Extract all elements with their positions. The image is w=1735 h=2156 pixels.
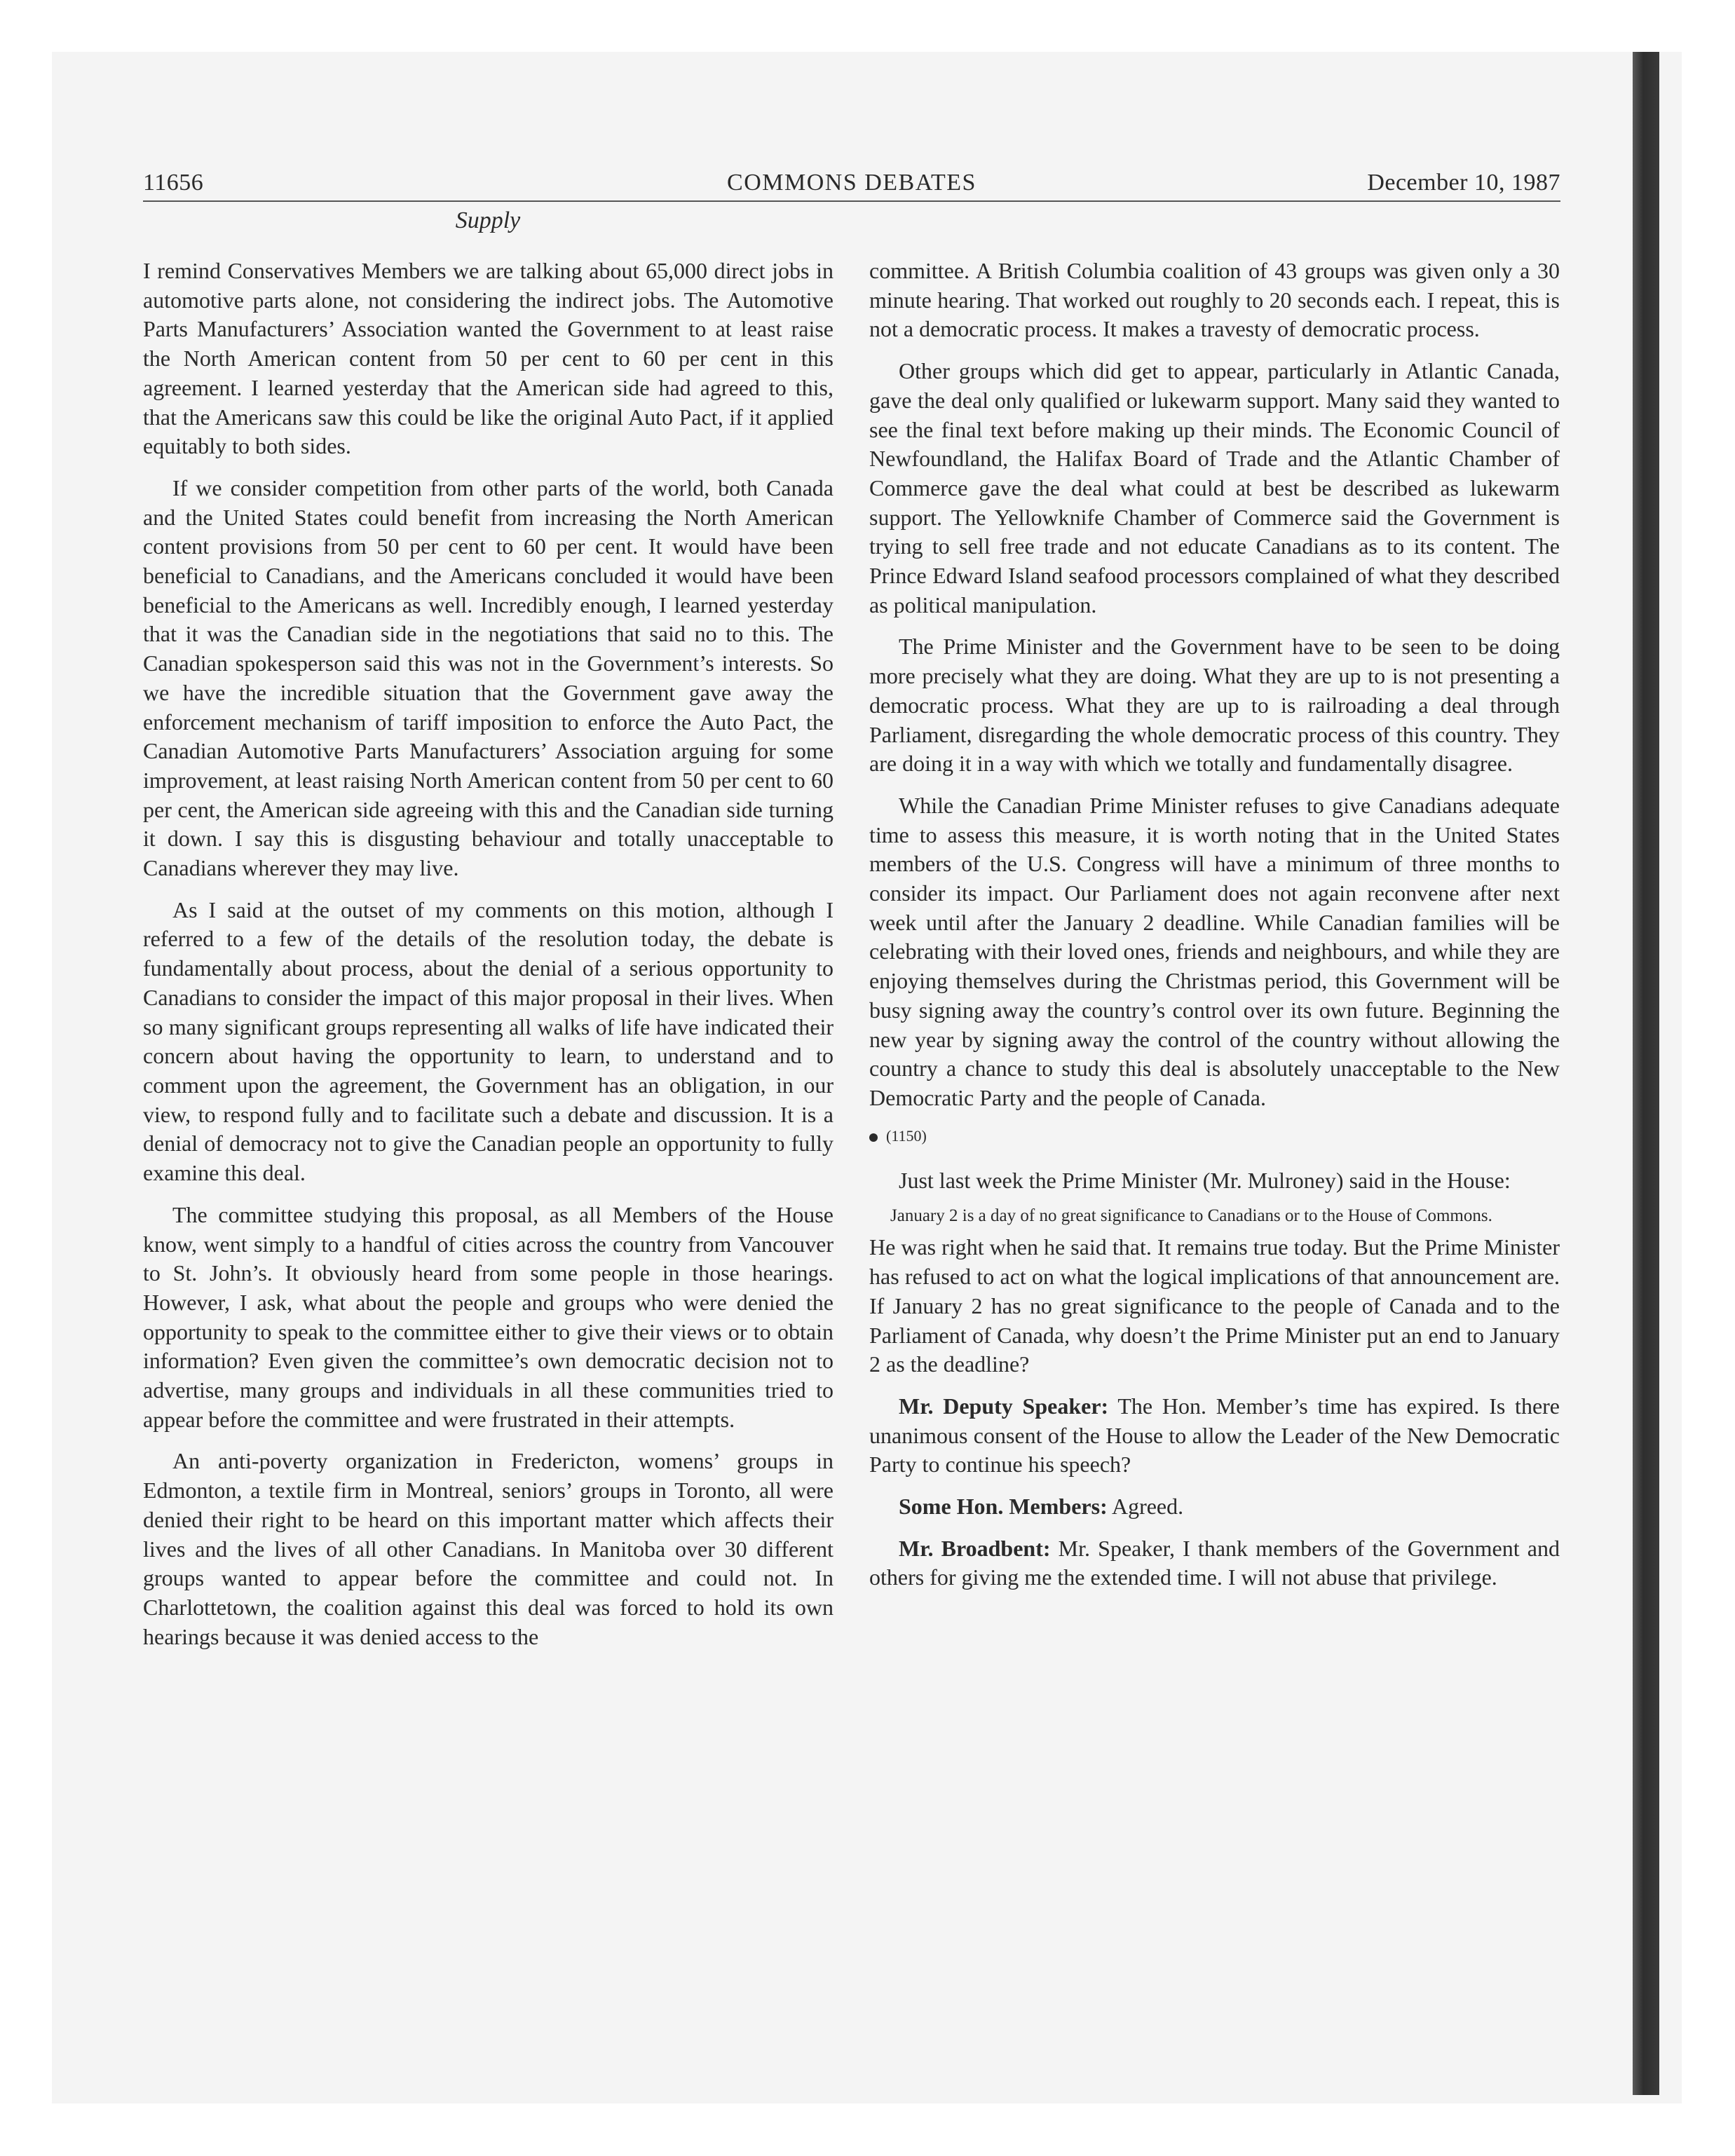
paragraph: Other groups which did get to appear, particularly in Atlantic Canada, gave the deal only qualified or lukewarm support. Many said they wanted to see the final text before making up their minds. The Economic Council of Newfoundland, the Halifax Board of Trade and the Atlantic Chamber of Commerce gave the deal what could at best be described as lukewarm support. The Yellowknife Chamber of Commerce said the Government is trying to sell free trade and not educate Canadians as to its content. The Prince Edward Island seafood processors complained of what they described as political manipulation.: [869, 358, 1560, 618]
paragraph: I remind Conservatives Members we are talking about 65,000 direct jobs in automotive parts alone, not considering the indirect jobs. The Automotive Parts Manufacturers’ Association wanted the Government to at least raise the North American content from 50 per cent to 60 per cent in this agreement. I learned yesterday that the American side had agreed to this, that the Americans saw this could be like the original Auto Pact, if it applied equitably to both sides.: [143, 258, 834, 459]
speaker-name: Mr. Deputy Speaker:: [899, 1393, 1109, 1419]
speech-members: [869, 1492, 1560, 1522]
speech-text: Mr. Speaker, I thank members of the Government and others for giving me the extended time. I will not abuse that privilege.: [869, 1535, 1560, 1590]
speaker-name: Some Hon. Members:: [899, 1494, 1108, 1520]
publication-title: COMMONS DEBATES: [727, 170, 977, 196]
section-title: Supply: [455, 207, 521, 233]
time-marker-text: (1150): [886, 1126, 927, 1145]
scan-binding-edge: [1633, 52, 1659, 2095]
paragraph: He was right when he said that. It remains true today. But the Prime Minister has refused to act on what the logical implications of that announcement are. If January 2 has no great significance to the people of Canada and to the Parliament of Canada, why doesn’t the Prime Minister put an end to January 2 as the deadline?: [869, 1234, 1560, 1377]
time-marker: [869, 1126, 1560, 1147]
right-column: [869, 257, 1560, 1605]
page-number: 11656: [143, 170, 204, 196]
block-quote: January 2 is a day of no great significance to Canadians or to the House of Commons.: [890, 1206, 1492, 1226]
page-header: [143, 158, 1560, 202]
left-column: [143, 257, 834, 1664]
paragraph: committee. A British Columbia coalition of 43 groups was given only a 30 minute hearing. That worked out roughly to 20 seconds each. I repeat, this is not a democratic process. It makes a travesty of democratic process.: [869, 258, 1560, 342]
paragraph: As I said at the outset of my comments on this motion, although I referred to a few of the details of the resolution today, the debate is fundamentally about process, about the denial of a serious opportunity to Canadians to consider the impact of this major proposal in their lives. When so many significant groups representing all walks of life have indicated their concern about having the opportunity to learn, to understand and to comment upon the agreement, the Government has an obligation, in our view, to respond fully and to facilitate such a debate and discussion. It is a denial of democracy not to give the Canadian people an opportunity to fully examine this deal.: [143, 896, 834, 1186]
speech-deputy-speaker: [869, 1392, 1560, 1480]
paragraph: If we consider competition from other parts of the world, both Canada and the United States could benefit from increasing the North American content provisions from 50 per cent to 60 per cent. It would have been beneficial to Canadians, and the Americans concluded it would have been beneficial to the Americans as well. Incredibly enough, I learned yesterday that it was the Canadian side in the negotiations that said no to this. The Canadian spokesperson said this was not in the Government’s interests. So we have the incredible situation that the Government gave away the enforcement mechanism of tariff imposition to enforce the Auto Pact, the Canadian Automotive Parts Manufacturers’ Association arguing for some improvement, at least raising North American content from 50 per cent to 60 per cent, the American side agreeing with this and the Canadian side turning it down. I say this is disgusting behaviour and totally unacceptable to Canadians wherever they may live.: [143, 475, 834, 881]
speech-broadbent: [869, 1534, 1560, 1592]
paragraph: Just last week the Prime Minister (Mr. Mulroney) said in the House:: [899, 1167, 1511, 1193]
speech-text: The Hon. Member’s time has expired. Is there unanimous consent of the House to allow the Leader of the New Democratic Party to continue his speech?: [869, 1393, 1560, 1478]
publication-date: December 10, 1987: [1367, 170, 1560, 196]
speaker-name: Mr. Broadbent:: [899, 1535, 1051, 1561]
bullet-icon: [869, 1133, 878, 1142]
paragraph: While the Canadian Prime Minister refuses to give Canadians adequate time to assess this measure, it is worth noting that in the United States members of the U.S. Congress will have a minimum of three months to consider its impact. Our Parliament does not again reconvene after next week until after the January 2 deadline. While Canadian families will be celebrating with their loved ones, friends and neighbours, and while they are enjoying themselves during the Christmas period, this Government will be busy signing away the country’s control over its own future. Beginning the new year by signing away the control of the country without allowing the country a chance to study this deal is absolutely unacceptable to the New Democratic Party and the people of Canada.: [869, 792, 1560, 1110]
paragraph: The committee studying this proposal, as all Members of the House know, went simply to a handful of cities across the country from Vancouver to St. John’s. It obviously heard from some people in those hearings. However, I ask, what about the people and groups who were denied the opportunity to speak to the committee either to give their views or to obtain information? Even given the committee’s own democratic decision not to advertise, many groups and individuals in all these communities tried to appear before the committee and were frustrated in their attempts.: [143, 1201, 834, 1432]
paragraph: The Prime Minister and the Government have to be seen to be doing more precisely what they are doing. What they are up to is not presenting a democratic process. What they are up to is railroading a deal through Parliament, disregarding the whole democratic process of this country. They are doing it in a way with which we totally and fundamentally disagree.: [869, 634, 1560, 777]
speech-text: Agreed.: [1107, 1494, 1184, 1520]
paragraph: An anti-poverty organization in Fredericton, womens’ groups in Edmonton, a textile firm in Montreal, seniors’ groups in Toronto, all were denied their right to be heard on this important matter which affects their lives and the lives of all other Canadians. In Manitoba over 30 different groups wanted to appear before the committee and could not. In Charlottetown, the coalition against this deal was forced to hold its own hearings because it was denied access to the: [143, 1448, 834, 1649]
